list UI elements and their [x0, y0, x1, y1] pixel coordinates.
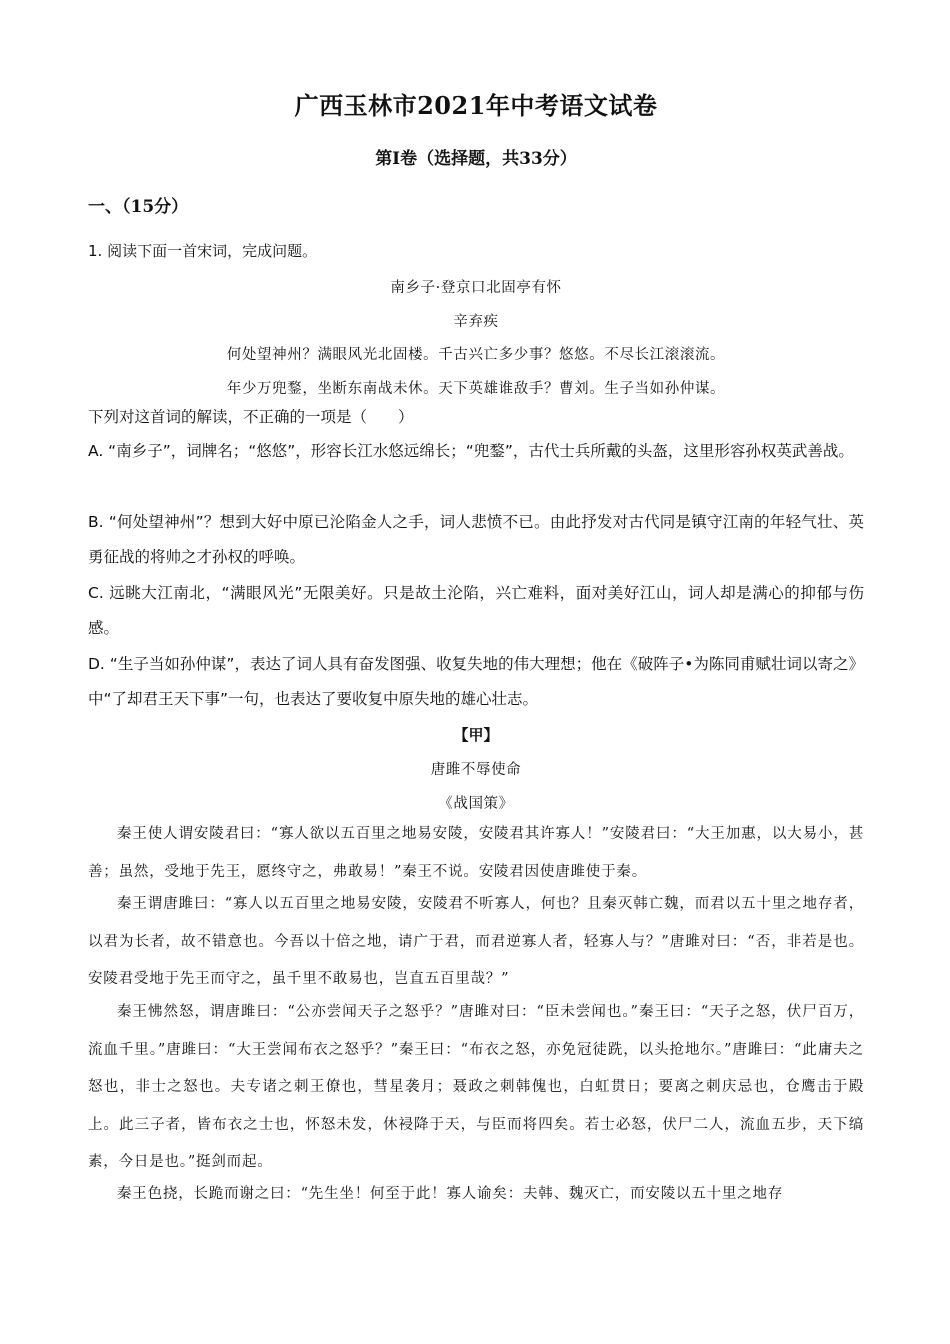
- passage-source: 《战国策》: [438, 796, 514, 812]
- exam-title: 广西玉林市2021年中考语文试卷: [294, 91, 658, 120]
- question-1-stem: 1. 阅读下面一首宋词，完成问题。: [88, 242, 318, 260]
- poem-line-1: 何处望神州？满眼风光北固楼。千古兴亡多少事？悠悠。不尽长江滚滚流。: [226, 347, 726, 363]
- passage-label: 【甲】: [453, 726, 499, 744]
- passage-paragraph-1: 秦王使人谓安陵君曰：“寡人欲以五百里之地易安陵，安陵君其许寡人！”安陵君曰：“大王加惠，以大易小，甚善；虽然，受地于先王，愿终守之，弗敢易！”秦王不说。安陵君因使唐雎使于秦。: [88, 826, 864, 880]
- poem-author: 辛弃疾: [453, 314, 499, 330]
- paper-subtitle: 第Ⅰ卷（选择题，共33分）: [375, 149, 577, 169]
- option-c: C. 远眺大江南北，“满眼风光”无限美好。只是故土沦陷，兴亡难料，面对美好江山，词人却是满心的抑郁与伤感。: [88, 584, 864, 637]
- passage-title: 唐雎不辱使命: [430, 762, 522, 778]
- option-b: B. “何处望神州”？想到大好中原已沦陷金人之手，词人悲愤不已。由此抒发对古代同是镇守江南的年轻气壮、英勇征战的将帅之才孙权的呼唤。: [88, 513, 864, 566]
- option-a: A. “南乡子”，词牌名；“悠悠”，形容长江水悠远绵长；“兜鍪”，古代士兵所戴的头盔，这里形容孙权英武善战。: [88, 442, 854, 460]
- poem-title: 南乡子·登京口北固亭有怀: [390, 280, 562, 296]
- passage-paragraph-4: 秦王色挠，长跪而谢之曰：“先生坐！何至于此！寡人谕矣：夫韩、魏灭亡，而安陵以五十里之地存: [117, 1186, 784, 1202]
- section-heading: 一、（15分）: [88, 197, 189, 217]
- passage-paragraph-2: 秦王谓唐雎曰：“寡人以五百里之地易安陵，安陵君不听寡人，何也？且秦灭韩亡魏，而君以五十里之地存者，以君为长者，故不错意也。今吾以十倍之地，请广于君，而君逆寡人者，轻寡人与？”唐雎对曰：“否，非若是也。安陵君受地于先王而守之，虽千里不敢易也，岂直五百里哉？”: [88, 896, 864, 987]
- option-d: D. “生子当如孙仲谋”，表达了词人具有奋发图强、收复失地的伟大理想；他在《破阵子•为陈同甫赋壮词以寄之》中“了却君王天下事”一句，也表达了要收复中原失地的雄心壮志。: [88, 655, 864, 708]
- passage-paragraph-3: 秦王怫然怒，谓唐雎曰：“公亦尝闻天子之怒乎？”唐雎对曰：“臣未尝闻也。”秦王曰：“天子之怒，伏尸百万，流血千里。”唐雎曰：“大王尝闻布衣之怒乎？”秦王曰：“布衣之怒，亦免冠徒跣，以头抢地尔。”唐雎曰：“此庸夫之怒也，非士之怒也。夫专诸之刺王僚也，彗星袭月；聂政之刺韩傀也，白虹贯日；要离之刺庆忌也，仓鹰击于殿上。此三子者，皆布衣之士也，怀怒未发，休祲降于天，与臣而将四矣。若士必怒，伏尸二人，流血五步，天下缟素，今日是也。”挺剑而起。: [88, 1004, 864, 1170]
- poem-line-2: 年少万兜鍪，坐断东南战未休。天下英雄谁敌手？曹刘。生子当如孙仲谋。: [226, 381, 726, 397]
- question-prompt: 下列对这首词的解读，不正确的一项是（ ）: [88, 408, 414, 426]
